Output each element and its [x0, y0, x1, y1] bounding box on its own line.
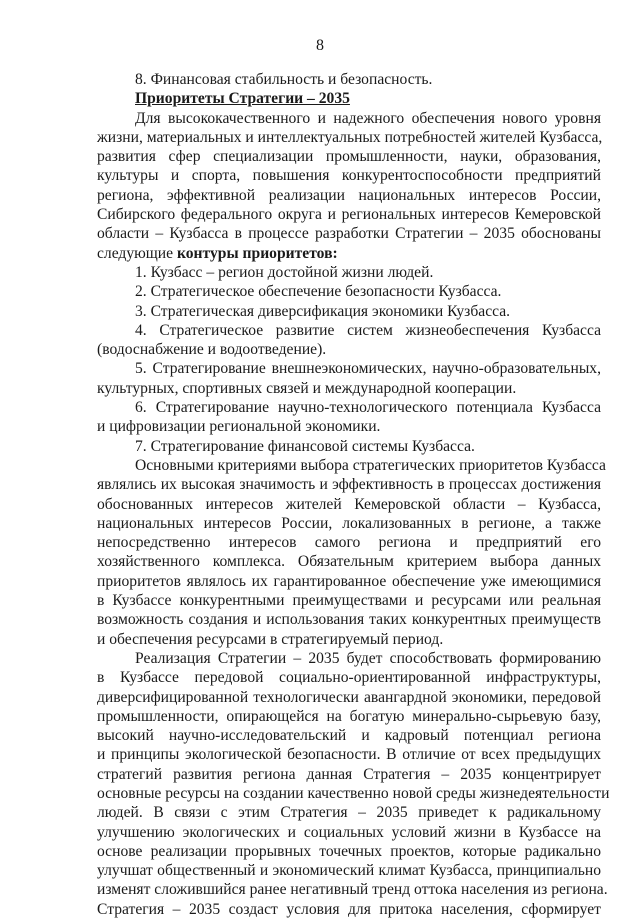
paragraph-line: и обеспечения ресурсами в стратегируемый период.: [97, 630, 444, 648]
priority-item: 1. Кузбасс – регион достойной жизни людей.: [135, 263, 434, 281]
paragraph-line: и принципы экологической безопасности. В отличие от всех предыдущих: [97, 746, 601, 764]
paragraph-line: развития сфер специализации промышленности, науки, образования,: [97, 148, 601, 166]
priority-item-continuation: (водоснабжение и водоотведение).: [97, 341, 327, 359]
paragraph-implementation: [97, 649, 610, 919]
document-body: [97, 70, 610, 919]
paragraph-line: непосредственно интересов самого региона и предприятий его: [97, 534, 601, 552]
paragraph-line: Для высококачественного и надежного обеспечения нового уровня: [135, 109, 601, 127]
section-title: Приоритеты Стратегии – 2035: [135, 90, 350, 108]
paragraph-line: стратегий развития региона данная Стратегия – 2035 концентрирует: [97, 765, 601, 783]
paragraph-line: приоритетов являлось их гарантированное обеспечение уже имеющимися: [97, 572, 601, 590]
paragraph-line: улучшат общественный и экономический климат Кузбасса, принципиально: [97, 862, 601, 880]
paragraph-line: национальных интересов России, локализованных в регионе, а также: [97, 514, 601, 532]
paragraph-line: хозяйственного комплекса. Обязательным критерием выбора данных: [97, 553, 601, 571]
paragraph-text: следующие: [97, 244, 177, 262]
paragraph-line: высокий научно-исследовательский и кадровый потенциал региона: [97, 727, 601, 745]
paragraph-line: являлись их высокая значимость и эффективность в процессах достижения: [97, 476, 601, 494]
priority-item: 5. Стратегирование внешнеэкономических, научно-образовательных,: [135, 360, 601, 378]
priority-list: [97, 263, 601, 456]
page-number: 8: [316, 37, 324, 54]
paragraph-intro: [97, 109, 601, 263]
paragraph-line: изменят сложившийся ранее негативный тренд оттока населения из региона.: [97, 881, 608, 899]
section-heading: [97, 89, 601, 108]
bold-phrase: контуры приоритетов:: [176, 244, 338, 262]
paragraph-line: Реализация Стратегии – 2035 будет способствовать формированию: [135, 649, 601, 667]
paragraph-line: основные ресурсы на создании качественно новой среды жизнедеятельности: [97, 784, 610, 802]
paragraph-line: улучшению экологических и социальных условий жизни в Кузбассе на: [97, 823, 601, 841]
paragraph-line: культуры и спорта, повышения конкурентоспособности предприятий: [97, 167, 601, 185]
priority-item-continuation: культурных, спортивных связей и международной кооперации.: [97, 379, 517, 397]
paragraph-line: в Кузбассе передовой социально-ориентированной инфраструктуры,: [97, 669, 601, 687]
paragraph-criteria: [97, 456, 606, 649]
priority-item: 2. Стратегическое обеспечение безопасности Кузбасса.: [135, 283, 502, 301]
priority-item-continuation: и цифровизации региональной экономики.: [97, 418, 381, 436]
paragraph-line: жизни, материальных и интеллектуальных потребностей жителей Кузбасса,: [97, 128, 603, 146]
priority-item: 4. Стратегическое развитие систем жизнеобеспечения Кузбасса: [135, 321, 601, 339]
priority-item: 3. Стратегическая диверсификация экономики Кузбасса.: [135, 302, 511, 320]
paragraph-line: региона, эффективной реализации национальных интересов России,: [97, 186, 601, 204]
priority-item: 6. Стратегирование научно-технологического потенциала Кузбасса: [135, 399, 601, 417]
paragraph-line: основе реализации прорывных точечных проектов, которые радикально: [97, 842, 601, 860]
intro-list-item: 8. Финансовая стабильность и безопасность.: [135, 71, 433, 88]
paragraph-line: диверсифицированной технологически авангардной экономики, передовой: [97, 688, 601, 706]
paragraph-line: промышленности, опирающейся на богатую минерально-сырьевую базу,: [97, 707, 601, 725]
paragraph-line: в Кузбассе конкурентными преимуществами и ресурсами или реальная: [97, 592, 601, 610]
paragraph-line: [97, 244, 601, 263]
paragraph-line: области – Кузбасса в процессе разработки Стратегии – 2035 обоснованы: [97, 225, 601, 243]
paragraph-line: возможность создания и использования таких конкурентных преимуществ: [97, 611, 601, 629]
paragraph-line: Сибирского федерального округа и региональных интересов Кемеровской: [97, 206, 601, 224]
paragraph-line: обоснованных интересов жителей Кемеровской области – Кузбасса,: [97, 495, 601, 513]
paragraph-line: людей. В связи с этим Стратегия – 2035 приведет к радикальному: [97, 804, 601, 822]
paragraph-line: Стратегия – 2035 создаст условия для притока населения, сформирует: [97, 900, 601, 918]
priority-item: 7. Стратегирование финансовой системы Кузбасса.: [135, 437, 475, 455]
paragraph-line: Основными критериями выбора стратегических приоритетов Кузбасса: [135, 456, 606, 474]
